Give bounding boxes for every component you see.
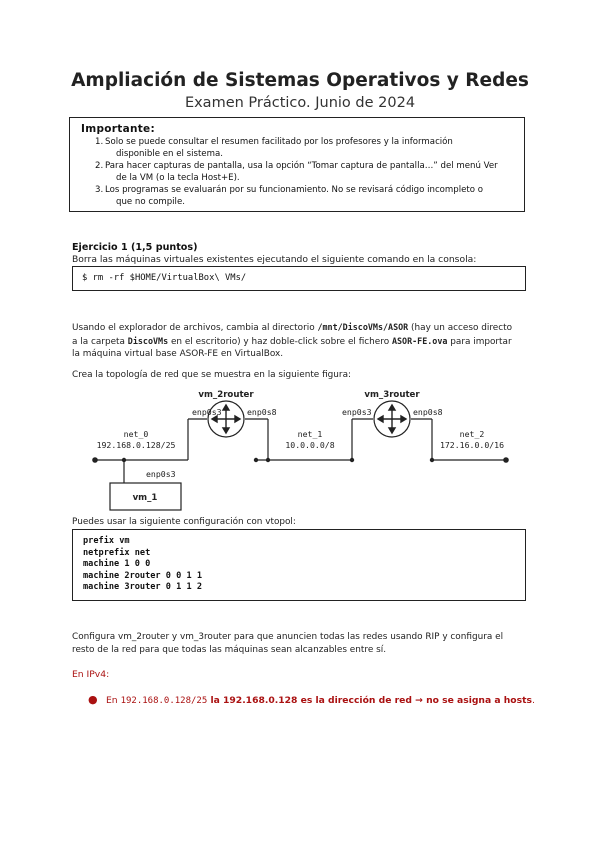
item-text: Los programas se evaluarán por su funcionamiento. No se revisará código incompleto o — [105, 185, 484, 195]
page-title: Ampliación de Sistemas Operativos y Redes — [71, 70, 529, 91]
net0-name: net_0 — [123, 429, 149, 439]
if-r1-left: enp0s3 — [192, 407, 222, 417]
config-box — [72, 529, 526, 601]
item-text-cont: de la VM (o la tecla Host+E). — [116, 172, 240, 183]
net2-addr: 172.16.0.0/16 — [439, 440, 505, 450]
text-span: En — [106, 695, 121, 706]
important-title: Importante: — [81, 123, 155, 135]
if-r1-right: enp0s8 — [247, 407, 277, 417]
text-span: . — [531, 695, 535, 706]
config-line: machine 2router 0 0 1 1 — [83, 570, 202, 581]
item-text-cont: que no compile. — [116, 196, 185, 207]
host-label: vm_1 — [132, 493, 158, 503]
list-item — [95, 185, 515, 208]
config-line: machine 1 0 0 — [83, 559, 151, 570]
exercise-intro: Borra las máquinas virtuales existentes ejecutando el siguiente comando en la consola: — [72, 254, 477, 265]
net0-endpoint — [93, 458, 97, 462]
ipv4-label: En IPv4: — [72, 669, 110, 680]
item-text: Solo se puede consultar el resumen facilitado por los profesores y la información — [105, 137, 453, 147]
import-instructions — [72, 321, 532, 361]
config-line: netprefix net — [83, 547, 151, 558]
folder-text: DiscoVMs — [127, 335, 169, 346]
important-list — [95, 137, 515, 209]
text-span: para importar — [447, 336, 512, 347]
if-r2-left: enp0s3 — [342, 407, 372, 417]
config-line: prefix vm — [83, 536, 130, 546]
if-r2-right: enp0s8 — [413, 407, 443, 417]
list-item — [95, 161, 515, 184]
list-item — [95, 137, 515, 160]
text-span: Usando el explorador de archivos, cambia al directorio — [72, 323, 318, 333]
text-span: en el escritorio) y haz doble-click sobre el fichero — [168, 336, 392, 347]
text-line: la máquina virtual base ASOR-FE en VirtualBox. — [72, 349, 284, 359]
net0-addr: 192.168.0.128/25 — [96, 440, 176, 450]
item-text-cont: disponible en el sistema. — [116, 148, 223, 159]
config-line: machine 3router 0 1 1 2 — [83, 582, 202, 593]
config-lines — [83, 536, 202, 594]
text-span: (hay un acceso directo — [408, 323, 513, 333]
network-diagram — [80, 385, 520, 515]
page-subtitle: Examen Práctico. Junio de 2024 — [184, 95, 416, 111]
bold-text: la 192.168.0.128 es la dirección de red → no se asigna a hosts — [207, 695, 532, 706]
net1-addr: 10.0.0.0/8 — [285, 440, 335, 450]
net2-name: net_2 — [459, 429, 485, 439]
text-span: a la carpeta — [72, 336, 128, 347]
router1-label: vm_2router — [198, 390, 254, 400]
item-text: Para hacer capturas de pantalla, usa la opción “Tomar captura de pantalla…” del menú Ver — [105, 161, 498, 171]
item-number: 1. — [95, 137, 104, 147]
command-box — [72, 266, 526, 291]
rip-instructions — [72, 631, 532, 657]
topology-intro: Crea la topología de red que se muestra en la siguiente figura: — [72, 370, 352, 380]
ipv4-bullet — [88, 693, 535, 706]
item-number: 2. — [95, 161, 104, 171]
net2-endpoint — [504, 458, 508, 462]
vtopol-intro: Puedes usar la siguiente configuración con vtopol: — [72, 517, 296, 527]
file-text: ASOR-FE.ova — [391, 335, 448, 346]
router2-label: vm_3router — [364, 390, 420, 400]
address-text: 192.168.0.128/25 — [120, 696, 208, 706]
path-text: /mnt/DiscoVMs/ASOR — [317, 322, 409, 332]
text-line: Configura vm_2router y vm_3router para que anuncien todas las redes usando RIP y configura el — [72, 632, 504, 642]
item-number: 3. — [95, 185, 104, 195]
exercise-title: Ejercicio 1 (1,5 puntos) — [72, 242, 198, 253]
bullet-icon: ● — [88, 693, 98, 706]
command-text: $ rm -rf $HOME/VirtualBox\ VMs/ — [82, 273, 247, 283]
if-host: enp0s3 — [146, 469, 176, 479]
text-line: resto de la red para que todas las máquinas sean alcanzables entre sí. — [72, 645, 387, 655]
net1-name: net_1 — [297, 429, 323, 439]
